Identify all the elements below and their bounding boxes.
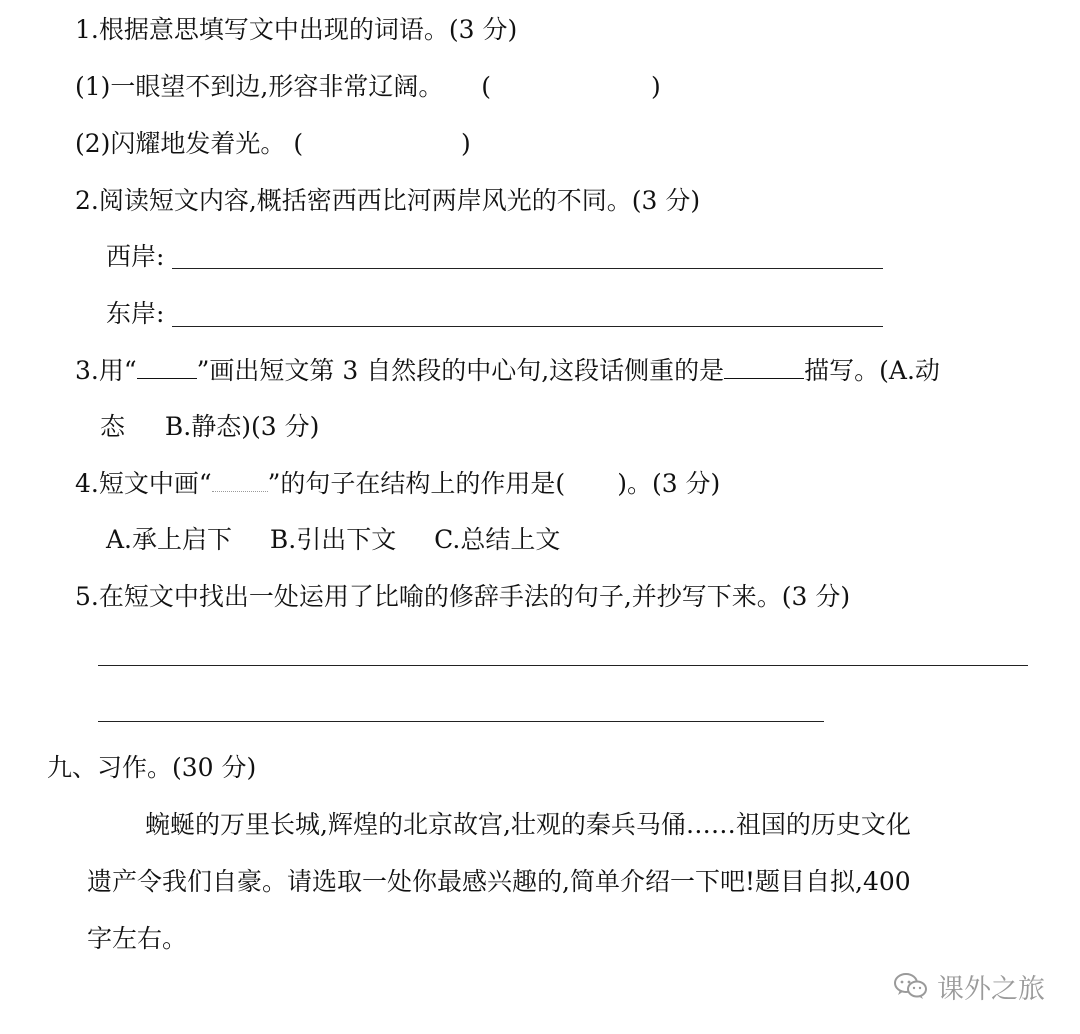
q3-underline-mark	[137, 356, 197, 379]
q1-item-2-paren-open: (	[293, 129, 304, 158]
q3-option-a-cont: 态	[100, 412, 126, 441]
q1-item-2-text: (2)闪耀地发着光。	[75, 129, 286, 158]
q4-option-b[interactable]: B.引出下文	[269, 525, 397, 554]
section9-para-line-1: 蜿蜒的万里长城,辉煌的北京故宫,壮观的秦兵马俑……祖国的历史文化	[145, 810, 911, 839]
wechat-icon	[893, 971, 929, 1001]
watermark	[893, 966, 1063, 1006]
q2-east-label: 东岸:	[106, 299, 165, 328]
q1-item-1	[75, 70, 661, 104]
q1-item-1-paren-open: (	[481, 72, 492, 101]
q2-title: 2.阅读短文内容,概括密西西比河两岸风光的不同。(3 分)	[75, 186, 701, 215]
q3-answer-blank[interactable]	[724, 356, 804, 379]
q4-option-a[interactable]: A.承上启下	[106, 525, 233, 554]
section9-para-line-2: 遗产令我们自豪。请选取一处你最感兴趣的,简单介绍一下吧!题目自拟,400	[87, 867, 911, 896]
q1-title: 1.根据意思填写文中出现的词语。(3 分)	[75, 15, 518, 44]
q1-item-1-text: (1)一眼望不到边,形容非常辽阔。	[75, 72, 444, 101]
q5-answer-line-1[interactable]	[98, 665, 1028, 666]
q1-item-2	[75, 127, 471, 161]
q5-title: 5.在短文中找出一处运用了比喻的修辞手法的句子,并抄写下来。(3 分)	[75, 582, 851, 611]
watermark-text: 课外之旅	[937, 973, 1045, 1005]
q4-option-c[interactable]: C.总结上文	[434, 525, 561, 554]
q3-text-c: 描写。(A.动	[804, 356, 940, 385]
q4-line	[75, 467, 720, 501]
q1-item-2-paren-close: )	[461, 129, 471, 158]
q3-option-b: B.静态)(3 分)	[164, 412, 320, 441]
q5-answer-line-2[interactable]	[98, 721, 824, 722]
section9-title: 九、习作。(30 分)	[47, 753, 257, 782]
q3-text-b: ”画出短文第 3 自然段的中心句,这段话侧重的是	[196, 356, 725, 385]
q4-text-a: 4.短文中画“	[75, 469, 212, 498]
q1-item-1-paren-close: )	[650, 72, 661, 101]
q2-west-label: 西岸:	[106, 242, 165, 271]
q2-west-answer-line[interactable]	[172, 268, 883, 269]
q4-text-b: ”的句子在结构上的作用是(	[267, 469, 566, 498]
section9-para-line-3: 字左右。	[87, 924, 188, 953]
q3-line-1	[75, 354, 940, 388]
q4-text-c: )。(3 分)	[617, 469, 721, 498]
q3-text-a: 3.用“	[75, 356, 137, 385]
q4-wavy-underline-mark	[212, 469, 268, 492]
q2-east-answer-line[interactable]	[172, 326, 883, 327]
q4-options	[106, 523, 560, 557]
q3-line-2	[100, 410, 319, 444]
